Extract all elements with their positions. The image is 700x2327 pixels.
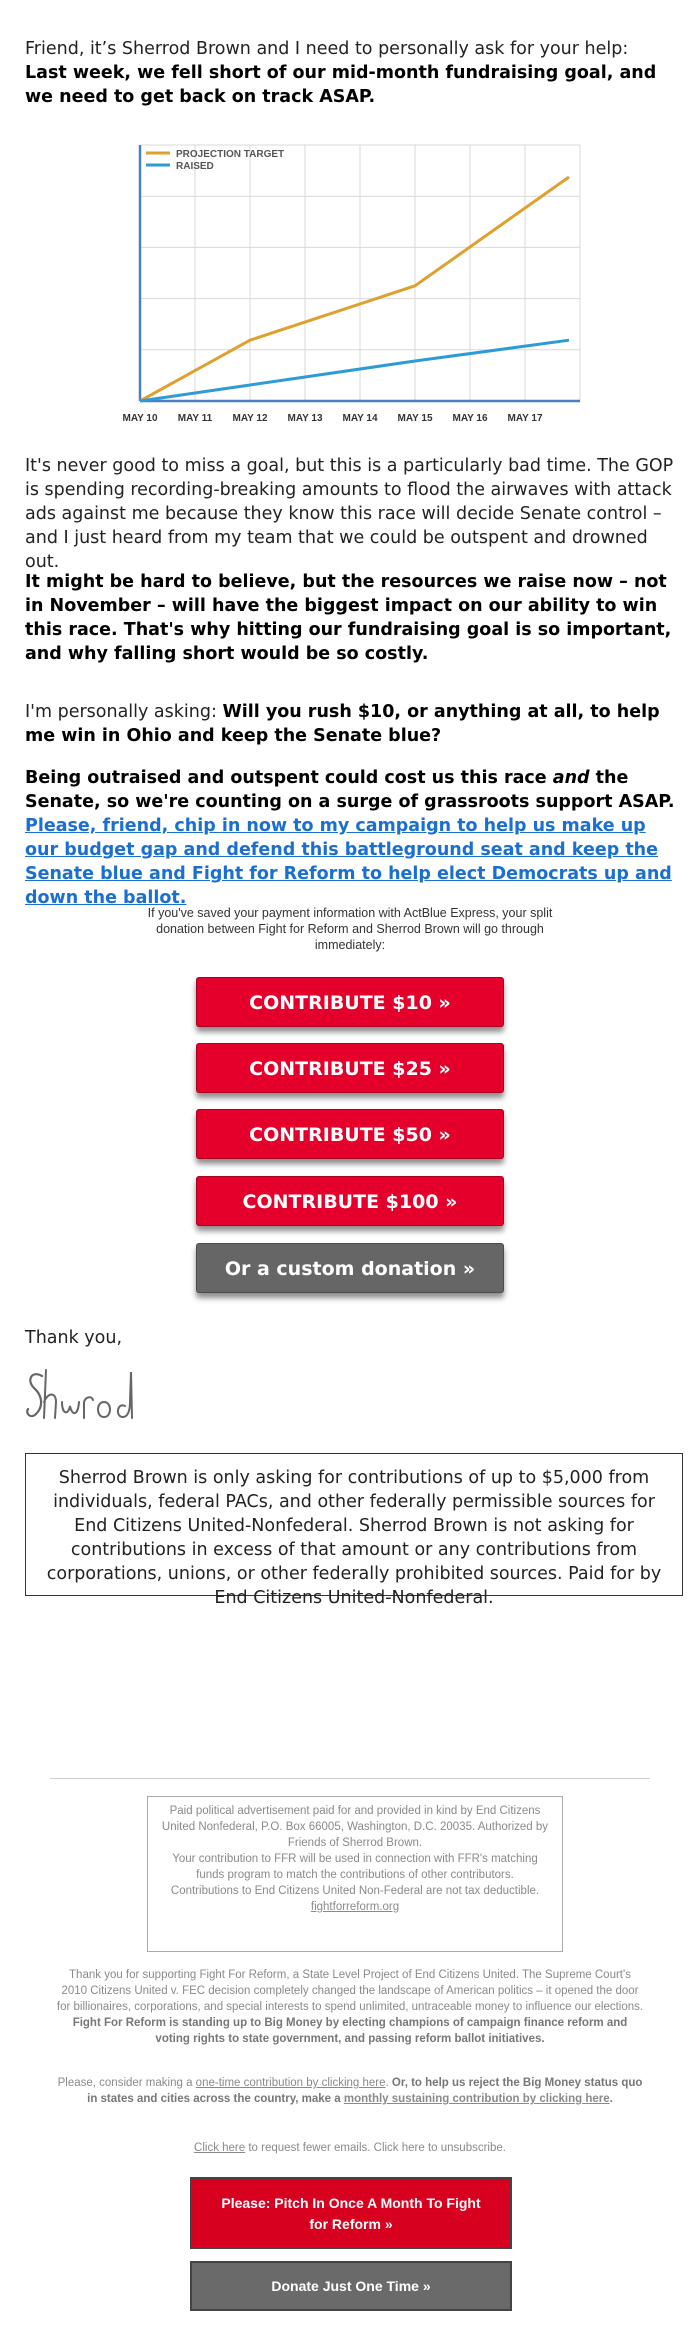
footer-thanks-bold: Fight For Reform is standing up to Big Money by electing champions of campaign finance reform and voting rights to state government, and passing reform ballot initiatives. xyxy=(72,2017,628,2045)
unsubscribe-text: to request fewer emails. Click here to unsubscribe. xyxy=(245,2142,506,2154)
intro-plain: Friend, it’s Sherrod Brown and I need to personally ask for your help: xyxy=(25,39,629,59)
x-tick-label: MAY 13 xyxy=(287,413,323,424)
outraised-bold-1: Being outraised and outspent could cost us this race xyxy=(25,768,553,788)
x-tick-label: MAY 16 xyxy=(452,413,488,424)
outraised-italic: and xyxy=(552,768,590,788)
paid-for-box xyxy=(147,1796,563,1952)
one-time-donation-button[interactable]: Donate Just One Time » xyxy=(190,2261,512,2311)
contribute-100-button[interactable]: CONTRIBUTE $100 » xyxy=(196,1176,504,1226)
paragraph-resources xyxy=(25,570,675,666)
paragraph-outraised xyxy=(25,766,675,910)
x-tick-label: MAY 12 xyxy=(232,413,268,424)
signature-icon xyxy=(22,1362,152,1432)
paragraph-ask xyxy=(25,700,675,748)
monthly-donation-button[interactable]: Please: Pitch In Once A Month To Fight for Reform » xyxy=(190,2177,512,2249)
contribute-50-button[interactable]: CONTRIBUTE $50 » xyxy=(196,1109,504,1159)
fundraising-chart xyxy=(115,135,585,425)
paid-for-line-1: Paid political advertisement paid for and provided in kind by End Citizens United Nonfederal, P.O. Box 66005, Washington, D.C. 20035. Authorized by Friends of Sherrod Brown. xyxy=(161,1805,549,1849)
unsubscribe-line xyxy=(55,2140,645,2156)
x-tick-label: MAY 15 xyxy=(397,413,433,424)
x-tick-label: MAY 17 xyxy=(507,413,543,424)
consider-end: . xyxy=(609,2093,613,2105)
contribution-disclaimer: Sherrod Brown is only asking for contributions of up to $5,000 from individuals, federal PACs, and other federally permissible sources for End Citizens United-Nonfederal. Sherrod Brown is not asking for contributions in excess of that amount or any contributions from corporations, unions, or other federally prohibited sources. Paid for by End Citizens United-Nonfederal. xyxy=(25,1453,683,1596)
paragraph-resources-text: It might be hard to believe, but the resources we raise now – not in November – will have the biggest impact on our ability to win this race. That's why hitting our fundraising goal is so important, and why falling short would be so costly. xyxy=(25,572,672,664)
thank-you: Thank you, xyxy=(25,1328,123,1348)
actblue-note: If you've saved your payment information with ActBlue Express, your split donation between Fight for Reform and Sherrod Brown will go through immediately: xyxy=(147,906,553,952)
paid-for-line-2: Your contribution to FFR will be used in connection with FFR's matching funds program to match the contributions of other contributors. xyxy=(172,1853,538,1881)
contribute-10-button[interactable]: CONTRIBUTE $10 » xyxy=(196,977,504,1027)
consider-mid: . xyxy=(385,2077,392,2089)
x-tick-label: MAY 11 xyxy=(177,413,213,424)
consider-pre: Please, consider making a xyxy=(57,2077,196,2089)
footer-consider xyxy=(55,2075,645,2107)
intro-bold: Last week, we fell short of our mid-month fundraising goal, and we need to get back on track ASAP. xyxy=(25,63,657,107)
consider-bold: Or, to help us reject the Big Money status quo in states and cities across the country, make a xyxy=(87,2077,643,2105)
contribute-25-button[interactable]: CONTRIBUTE $25 » xyxy=(196,1043,504,1093)
series-line-projection-target xyxy=(140,177,569,401)
legend-label: PROJECTION TARGET xyxy=(176,149,285,160)
paid-for-line-3: Contributions to End Citizens United Non-Federal are not tax deductible. xyxy=(170,1885,540,1897)
fewer-emails-link[interactable]: Click here xyxy=(194,2142,246,2154)
x-tick-label: MAY 14 xyxy=(342,413,378,424)
monthly-contribution-link[interactable]: monthly sustaining contribution by clicking here xyxy=(343,2093,610,2105)
footer-thanks xyxy=(55,1967,645,2047)
intro-paragraph xyxy=(25,37,675,109)
ask-plain: I'm personally asking: xyxy=(25,702,223,722)
footer-divider xyxy=(50,1778,650,1779)
ask-bold: Will you rush $10, or anything at all, to help me win in Ohio and keep the Senate blue? xyxy=(25,702,660,746)
paragraph-gop-spending: It's never good to miss a goal, but this is a particularly bad time. The GOP is spending recording-breaking amounts to flood the airwaves with attack ads against me because they know this race will decide Senate control – and I just heard from my team that we could be outspent and drowned out. xyxy=(25,456,674,572)
chip-in-link[interactable]: Please, friend, chip in now to my campaign to help us make up our budget gap and defend this battleground seat and keep the Senate blue and Fight for Reform to help elect Democrats up and down the ballot. xyxy=(25,816,672,908)
custom-donation-button[interactable]: Or a custom donation » xyxy=(196,1243,504,1293)
fightforreform-link[interactable]: fightforreform.org xyxy=(310,1901,400,1913)
outraised-bold-2: the Senate, so we're counting on a surge of grassroots support ASAP. xyxy=(25,768,675,812)
legend-label: RAISED xyxy=(176,161,214,172)
one-time-contribution-link[interactable]: one-time contribution by clicking here xyxy=(195,2077,386,2089)
x-tick-label: MAY 10 xyxy=(122,413,158,424)
footer-thanks-plain: Thank you for supporting Fight For Reform, a State Level Project of End Citizens United. The Supreme Court's 2010 Citizens United v. FEC decision completely changed the landscape of American politics – it opened the door for billionaires, corporations, and special interests to spend unlimited, untraceable money to influence our elections. xyxy=(56,1969,644,2013)
